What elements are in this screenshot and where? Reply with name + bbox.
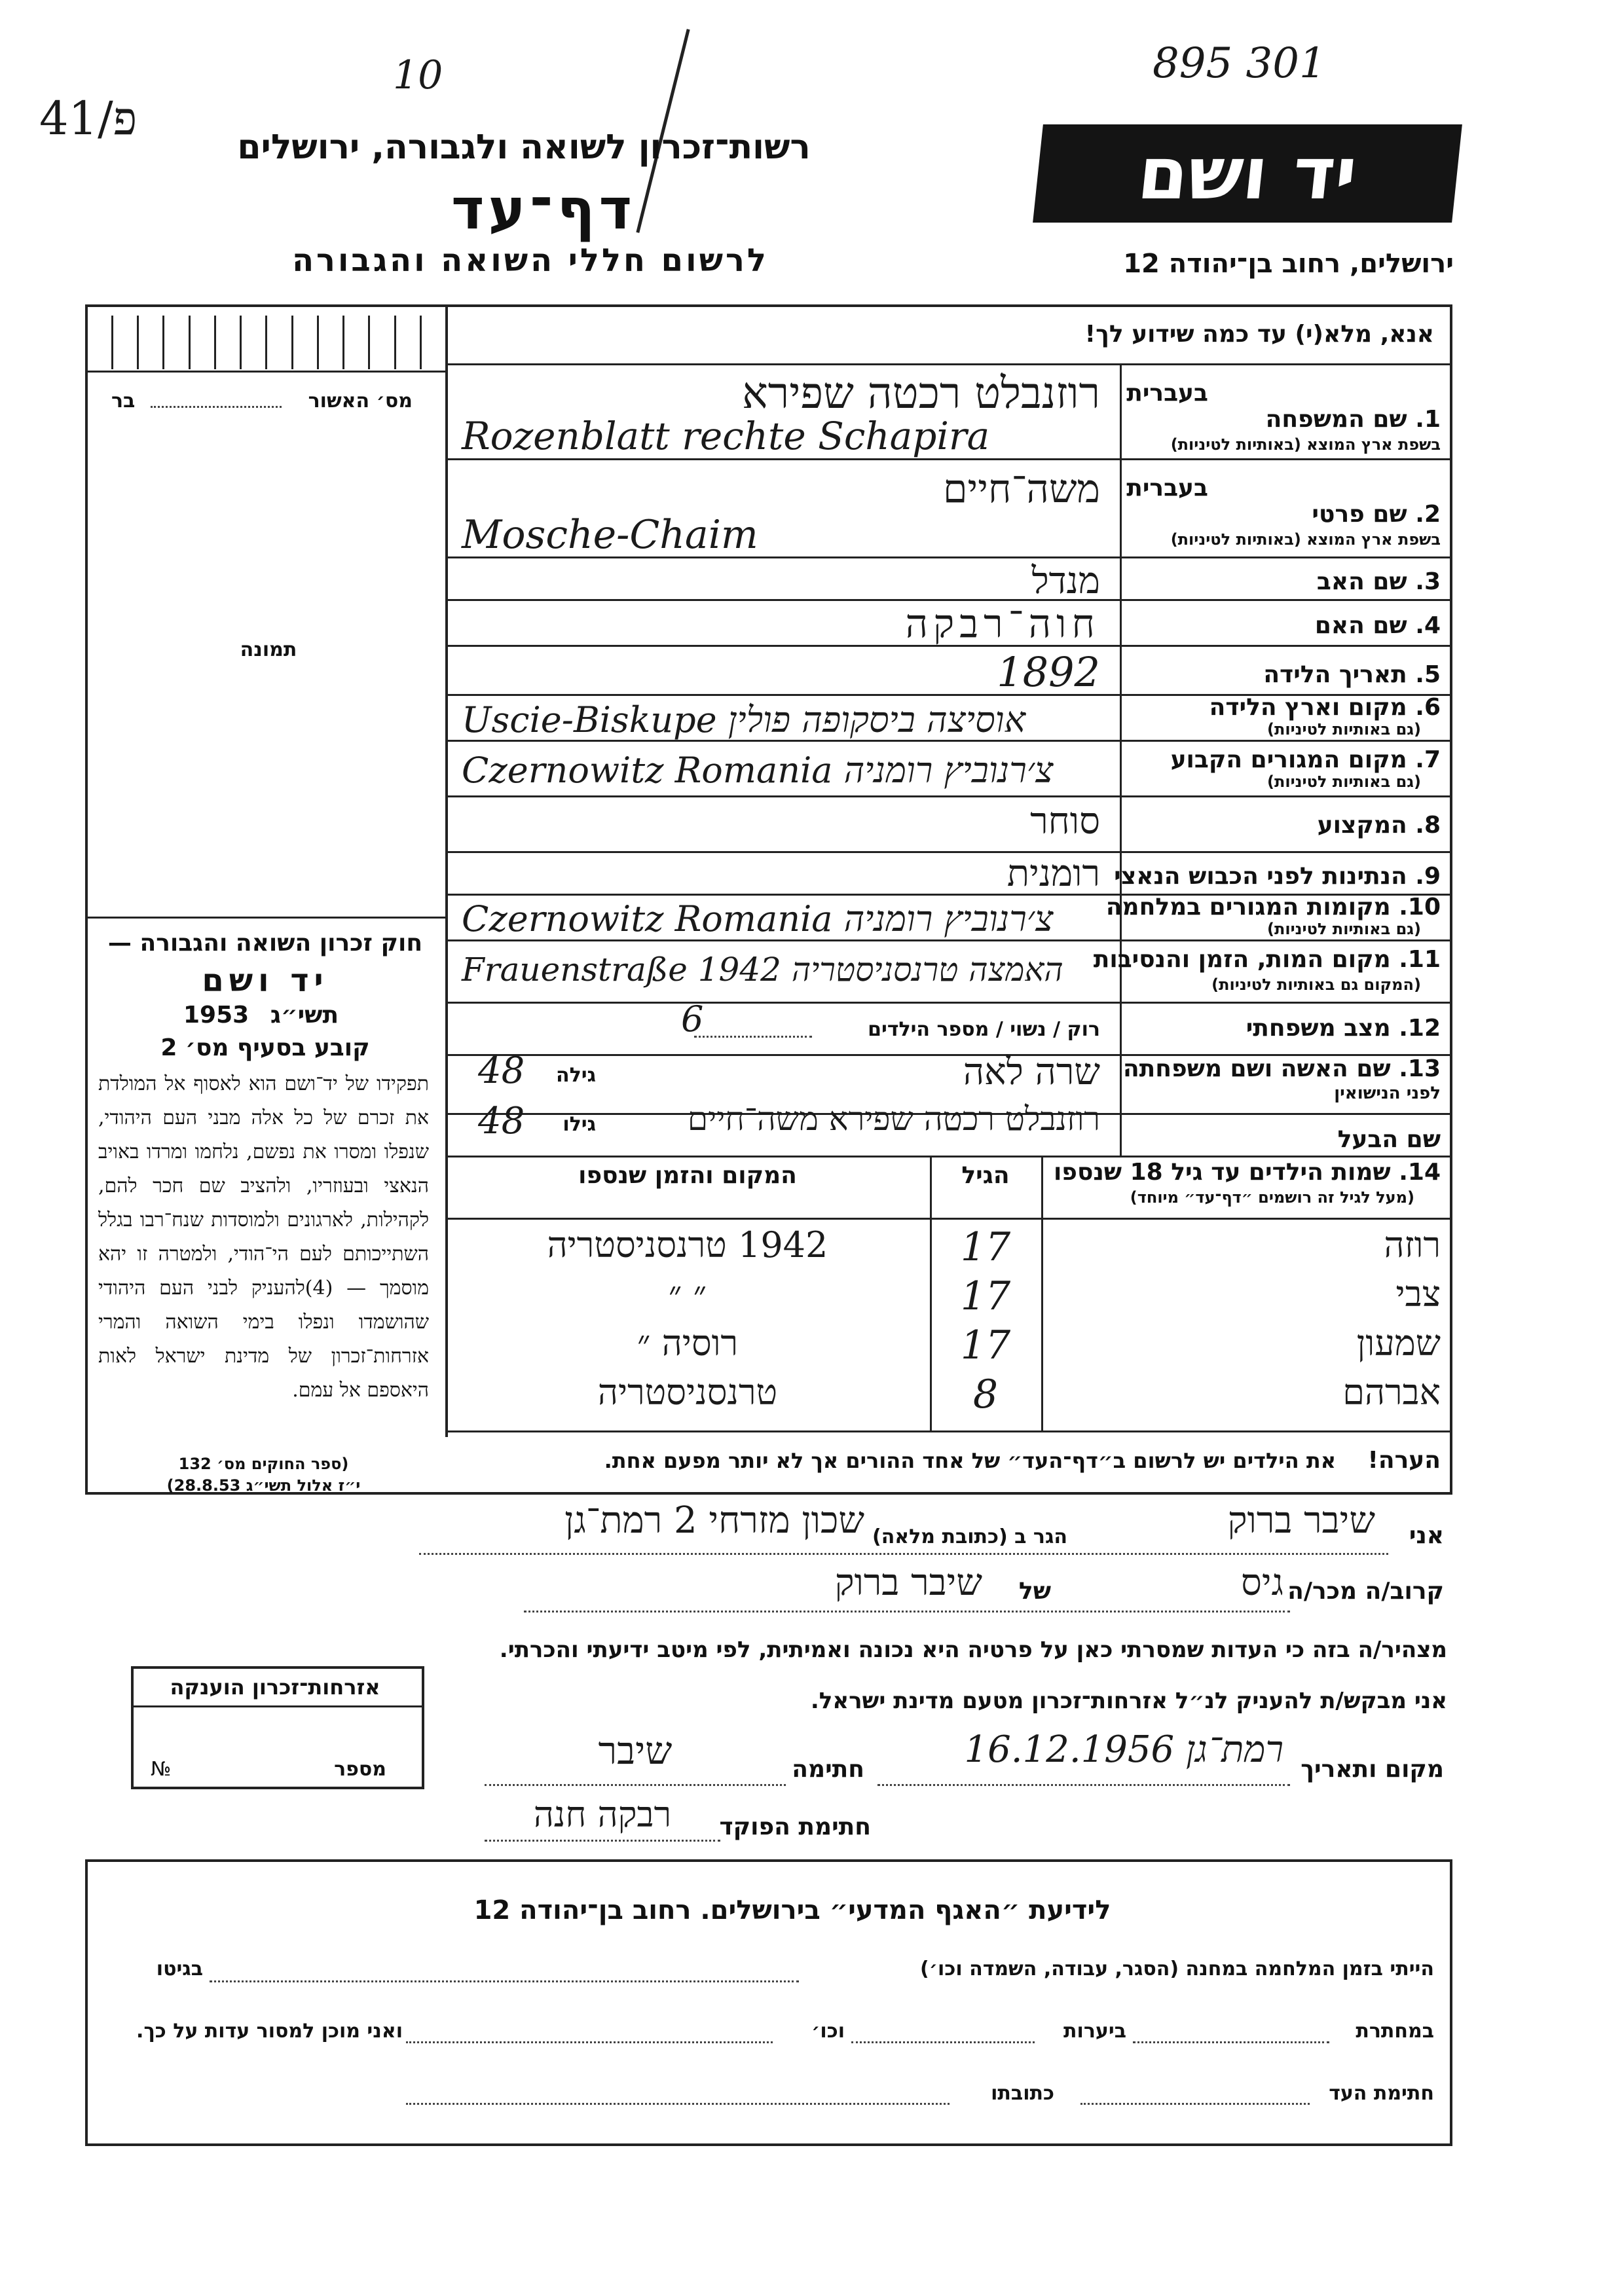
f13-age-label: גילה [556,1064,596,1087]
officer-value: רבקה חנה [533,1794,672,1835]
page-count-annotation: 10 [393,52,443,98]
f2-value-latin: Mosche-Chaim [462,512,758,558]
declarant-ani-label: אני [1409,1522,1444,1549]
footer-line2-willing: ואני מוכן למסור עדות על כך. [136,2020,403,2043]
footer-line2-underground: במחתרת [1356,2020,1434,2043]
footer-line2-etc: וכו׳ [811,2020,845,2043]
f2-label: 2. שם פרטי [1312,501,1441,528]
f1-sub: בשפת ארץ המוצא (באותיות לטיניות) [1170,435,1441,454]
husband-label: שם הבעל [1337,1126,1441,1153]
signature-value: שיבר [598,1728,673,1773]
note-text: את הילדים יש לרשום ב״דף־העד״ של אחד ההורים אך לא יותר מפעם אחת. [604,1448,1336,1473]
f13-label: 13. שם האשה ושם משפחתה [1122,1055,1441,1082]
declaration-text: מצהיר/ה בזה כי העדות שמסרתי כאן על פרטיה היא נכונה ואמיתית, לפי מיטב ידיעתי והכרתי. [499,1637,1447,1663]
f8-label: 8. המקצוע [1317,812,1441,839]
f8-value: סוחר [1030,800,1100,843]
f6-label: 6. מקום וארץ הלידה [1209,694,1441,721]
officer-label: חתימת הפוקד [719,1813,871,1840]
f12-label: 12. מצב משפחתי [1246,1015,1441,1042]
f3-value: מנדל [1031,560,1100,602]
f11-sub: (המקום גם באותיות לטיניות) [1211,975,1421,994]
declarant-address: שכון מזרחי 2 רמת־גן [564,1499,864,1542]
f4-label: 4. שם האם [1314,612,1441,639]
footer-line1-camp: הייתי בזמן המלחמה במחנה (הסגר, עבודה, השמדה וכו׳) [920,1958,1434,1980]
child-name: רוזה [1384,1224,1441,1266]
husband-value: רוזנבלט רכטה שפירא משה־חיים [687,1100,1100,1138]
child-place: טרנסניסטריה [597,1372,778,1413]
law-clause: קובע בסעיף מס׳ 2 [160,1034,370,1061]
footer-heading: לידיעת ״האגף המדעי״ בירושלים. רחוב בן־יהודה 12 [473,1895,1111,1925]
citizenship-title: אזרחות־זכרון הוענקה [170,1675,380,1700]
label-column-divider [1120,363,1122,1156]
authority-name: רשות־זכרון לשואה ולגבורה, ירושלים [237,128,811,167]
children-col-place: המקום והזמן שנספו [578,1162,797,1189]
f2-sub: בשפת ארץ המוצא (באותיות לטיניות) [1170,530,1441,549]
children-col-age: הגיל [961,1162,1010,1189]
f11-value: Frauenstraße 1942 האמצה טרנסניסטריה [462,951,1063,989]
law-year-he: תשי״ג [270,1002,339,1029]
f9-value: רומנית [1006,852,1100,895]
footer-address-label: כתובתו [991,2082,1054,2105]
request-text: אני מבקש/ת להעניק לנ״ל אזרחות־זכרון מטעם מדינת ישראל. [810,1688,1447,1714]
f7-sub: (גם באותיות לטיניות) [1267,773,1421,791]
f1-hebrew-tag: בעברית [1126,380,1208,407]
approval-label: מס׳ האשור [308,390,413,412]
relation-of-label: של [1018,1578,1051,1605]
declarant-name: שיבר ברוק [1227,1499,1375,1542]
child-name: צבי [1395,1273,1441,1315]
f1-value-latin: Rozenblatt rechte Schapira [462,414,990,458]
child-name: שמעון [1356,1322,1441,1364]
law-title: חוק זכרון השואה והגבורה — [107,930,423,957]
form-subtitle: לרשום חללי השואה והגבורה [292,242,769,279]
f5-value: 1892 [997,648,1100,696]
f12-children-count: 6 [681,998,704,1040]
children-sub: (מעל לגיל זה רושמים ״דף־עד״ מיוחד) [1130,1188,1414,1207]
institution-address: ירושלים, רחוב בן־יהודה 12 [1123,249,1454,279]
husband-age: 48 [478,1100,525,1142]
f9-label: 9. הנתינות לפני הכבוש הנאצי [1114,863,1441,890]
f11-label: 11. מקום המות, הזמן והנסיבות [1093,946,1441,973]
f13-value: שרה לאה [963,1051,1100,1093]
f10-sub: (גם באותיות לטיניות) [1267,920,1421,938]
f4-value: חוה־רבקה [905,601,1100,647]
f2-hebrew-tag: בעברית [1126,475,1208,501]
child-age: 17 [960,1322,1011,1368]
law-text: תפקידו של יד־ושם הוא לאסוף אל המולדת את זכרם של כל אלה מבני העם היהודי, שנפלו ומסרו את נפשם, נלחמו ומרדו באויב הנאצי ובעוזריו, ולהציב שם חכר להם, לקהילות, לארגונים ולמוסדות שנח־רבו בגלל השתייכותם לעם הי־הודי, ולמטרה זו יהא מוסמך — (4)להעניק לבני העם היהודי שהושמדו ונפלו בימי השואה והמרי אזרחות־זכרון של מדינת ישראל לאות היאספם אל עמם. [98,1072,429,1402]
relation-of-name: שיבר ברוק [834,1561,982,1604]
f13-age: 48 [478,1049,525,1092]
file-number-annotation: 895 301 [1153,39,1326,88]
f10-value: Czernowitz Romania צ׳רנוביץ רומניה [462,898,1054,939]
signature-label: חתימה [792,1756,864,1783]
citizenship-number-label: מספר [334,1758,386,1781]
f7-label: 7. מקום המגורים הקבוע [1170,746,1441,773]
place-date-label: מקום ותאריך [1301,1756,1444,1783]
law-ref-1: (ספר החוקים מס׳ 132 [178,1455,349,1473]
f1-value-hebrew: רוזנבלט רכטה שפירא [742,368,1100,418]
f3-label: 3. שם האב [1316,568,1441,595]
relation-label: קרוב/ה מכר/ה [1287,1578,1444,1605]
child-age: 17 [960,1224,1011,1270]
fill-instruction: אנא, מלא(י) עד כמה שידוע לך! [1084,321,1434,348]
f2-value-hebrew: משה־חיים [943,466,1100,512]
f10-label: 10. מקומות המגורים במלחמה [1105,894,1441,920]
f6-sub: (גם באותיות לטיניות) [1267,720,1421,738]
children-label: 14. שמות הילדים עד גיל 18 שנספו [1053,1159,1441,1186]
f12-options: רוק / נשוי / מספר הילדים [868,1018,1100,1041]
citizenship-number-sign: № [151,1758,172,1781]
number-sign: בר [111,390,136,412]
child-place: רוסיה ״ [637,1322,738,1364]
place-date-value: רמת־גן 16.12.1956 [964,1728,1283,1771]
photo-label: תמונה [240,638,297,661]
footer-witness-signature-label: חתימת העד [1329,2082,1434,2105]
note-label: הערה! [1367,1447,1441,1474]
law-name: יד ושם [202,962,329,999]
child-age: 17 [960,1273,1011,1319]
yad-vashem-logo: יד ושם [1033,124,1462,223]
f7-value: Czernowitz Romania צ׳רנוביץ רומניה [462,750,1054,791]
f5-label: 5. תאריך הלידה [1263,661,1441,688]
approval-cells [111,316,445,369]
side-mark-annotation: פ/41 [39,92,138,145]
child-place: ״ ״ [668,1273,707,1315]
law-ref-2: י״ז אלול תשי״ג 28.8.53) [166,1476,361,1495]
f13-sub: לפני הנישואין [1334,1084,1441,1103]
child-place: 1942 טרנסניסטריה [547,1224,828,1266]
f6-value: Uscie-Biskupe אוסיצה ביסקופה פולין [462,699,1025,740]
law-year: 1953 [183,1002,249,1029]
column-divider [445,304,448,1437]
child-age: 8 [972,1372,999,1417]
instruction-divider [448,363,1450,365]
f1-label: 1. שם המשפחה [1265,406,1441,433]
husband-age-label: גילו [563,1113,596,1136]
declarant-residing-label: הגר ב (כתובת מלאה) [872,1525,1067,1548]
footer-line1-ghetto: בגיטו [156,1958,203,1980]
child-name: אברהם [1342,1372,1441,1413]
relation-value: גיס [1240,1561,1283,1604]
form-title: דף־עד [451,177,637,242]
footer-line2-forests: ביערות [1063,2020,1126,2043]
